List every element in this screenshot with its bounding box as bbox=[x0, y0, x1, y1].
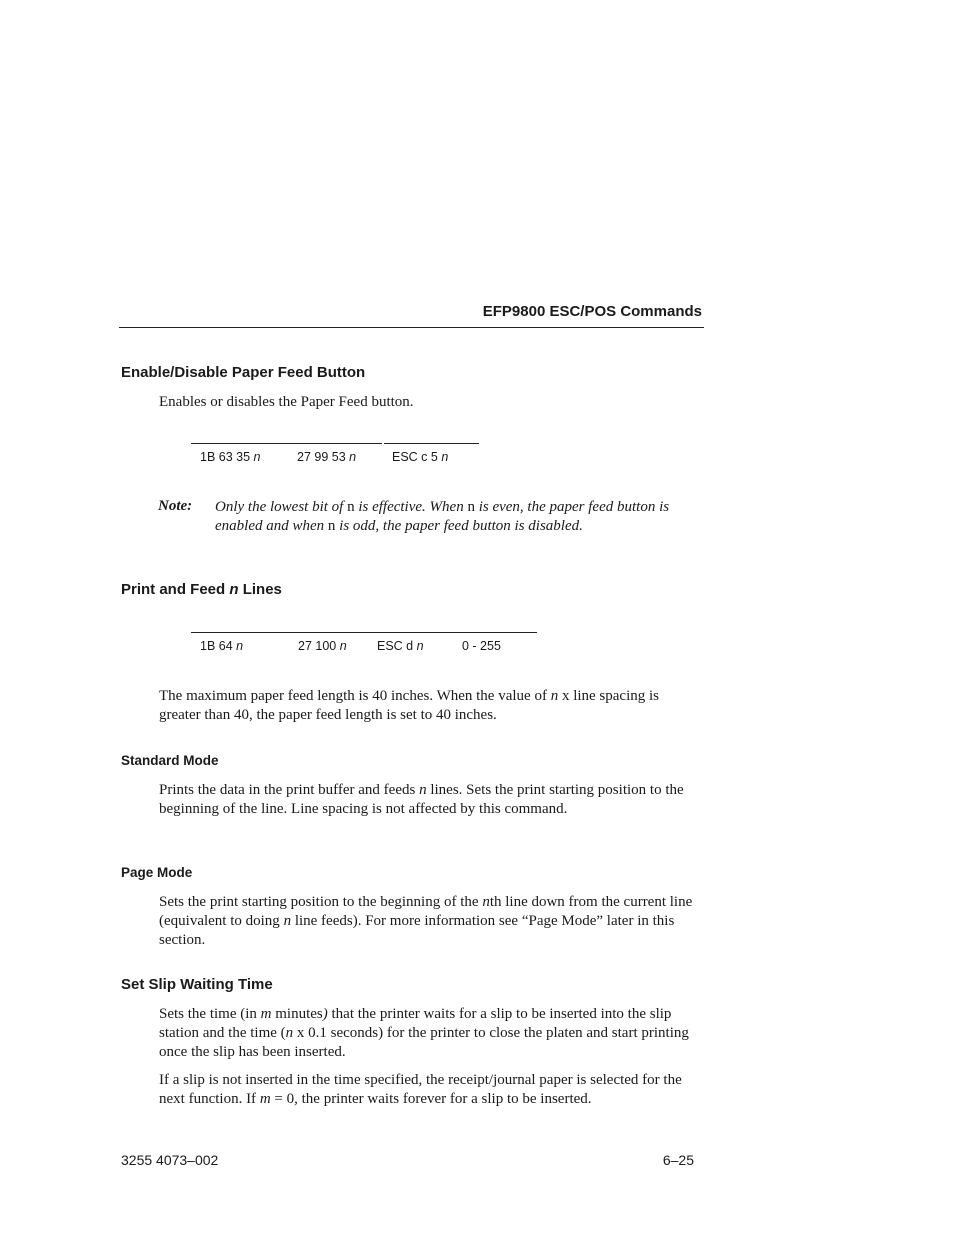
table-rule bbox=[191, 632, 537, 633]
slip-wait-paragraph-2: If a slip is not inserted in the time specified, the receipt/journal paper is selected for the next function. If m = 0, the printer waits forever for a slip to be inserted. bbox=[159, 1072, 682, 1107]
hex-cell: 1B 64 n bbox=[200, 639, 244, 653]
ascii-cell: ESC d n bbox=[377, 639, 424, 653]
hex-cell: 1B 63 35 n bbox=[200, 450, 261, 464]
ascii-cell: ESC c 5 n bbox=[392, 450, 449, 464]
section-heading-enable-disable: Enable/Disable Paper Feed Button bbox=[121, 364, 366, 381]
table-rule-2 bbox=[384, 443, 479, 444]
footer-doc-number: 3255 4073–002 bbox=[121, 1152, 219, 1168]
footer-page-number: 6–25 bbox=[662, 1152, 694, 1168]
standard-mode-heading: Standard Mode bbox=[121, 753, 219, 768]
print-feed-paragraph: The maximum paper feed length is 40 inches. When the value of n x line spacing is greater than 40, the paper feed length is set to 40 inches. bbox=[159, 688, 660, 723]
note-label: Note: bbox=[158, 498, 193, 514]
decimal-cell: 27 100 n bbox=[298, 639, 347, 653]
range-cell: 0 - 255 bbox=[462, 639, 501, 653]
note-text: Only the lowest bit of n is effective. When n is even, the paper feed button is enabled and when n is odd, the paper feed button is disabled. bbox=[215, 499, 670, 534]
standard-mode-text: Prints the data in the print buffer and feeds n lines. Sets the print starting position to the beginning of the line. Line spacing is not affected by this command. bbox=[159, 782, 684, 817]
running-header-title: EFP9800 ESC/POS Commands bbox=[482, 303, 702, 320]
page-mode-text: Sets the print starting position to the beginning of the nth line down from the current line (equivalent to doing n line feeds). For more information see “Page Mode” later in this section. bbox=[159, 894, 693, 948]
header-rule bbox=[119, 327, 704, 328]
section-heading-print-feed: Print and Feed n Lines bbox=[121, 581, 282, 598]
page-mode-heading: Page Mode bbox=[121, 865, 193, 880]
table-rule-1 bbox=[191, 443, 382, 444]
enable-disable-description: Enables or disables the Paper Feed button. bbox=[159, 394, 414, 410]
slip-wait-paragraph-1: Sets the time (in m minutes) that the printer waits for a slip to be inserted into the slip station and the time (n x 0.1 seconds) for the printer to close the platen and start printing once the slip has been inserted. bbox=[159, 1006, 689, 1060]
section-heading-slip-wait: Set Slip Waiting Time bbox=[121, 976, 273, 993]
decimal-cell: 27 99 53 n bbox=[297, 450, 357, 464]
